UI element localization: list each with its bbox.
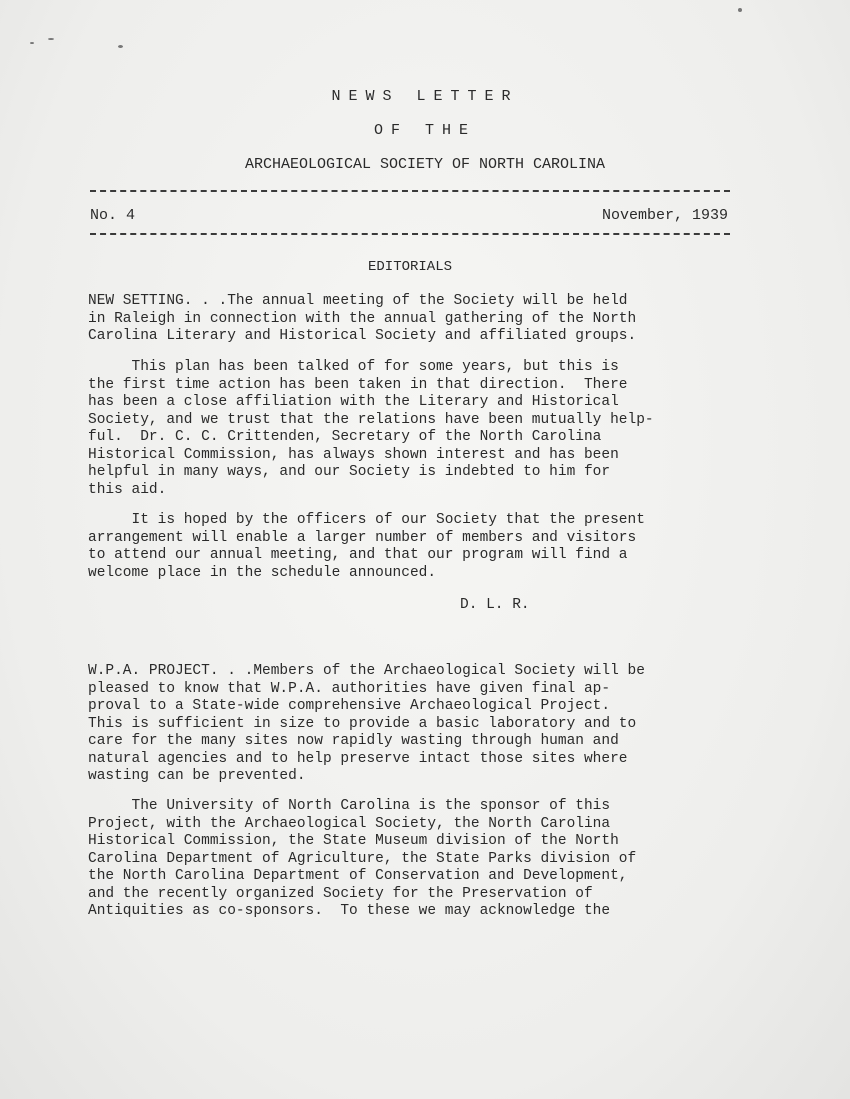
paper-speck — [738, 8, 742, 12]
issue-number: No. 4 — [90, 207, 136, 224]
masthead-society-name: ARCHAEOLOGICAL SOCIETY OF NORTH CAROLINA — [244, 156, 606, 173]
masthead-title: NEWS LETTER — [331, 88, 519, 105]
dashed-rule-bottom — [90, 233, 730, 235]
text-line: has been a close affiliation with the Literary and Historical — [88, 394, 619, 410]
paragraph-hope — [88, 512, 748, 582]
text-line: natural agencies and to help preserve intact those sites where — [88, 750, 628, 767]
paragraph-new-setting — [88, 293, 748, 346]
section-heading: EDITORIALS — [367, 259, 452, 275]
text-line: pleased to know that W.P.A. authorities have given final ap- — [88, 680, 611, 697]
text-line: and the recently organized Society for the Preservation of — [88, 885, 593, 902]
text-line: Project, with the Archaeological Society, the North Carolina — [88, 815, 611, 832]
text-line: This plan has been talked of for some years, but this is — [88, 359, 619, 375]
text-line: care for the many sites now rapidly wasting through human and — [88, 733, 619, 749]
masthead-subtitle: OF THE — [373, 122, 476, 139]
paper-speck — [30, 42, 34, 44]
dashed-rule-top — [90, 190, 730, 192]
text-line: W.P.A. PROJECT. . .Members of the Archaeological Society will be — [88, 663, 645, 679]
text-line: welcome place in the schedule announced. — [88, 564, 437, 581]
text-line: Antiquities as co-sponsors. To these we may acknowledge the — [88, 903, 611, 919]
paragraph-university — [88, 798, 748, 921]
text-line: Carolina Department of Agriculture, the State Parks division of — [88, 850, 637, 867]
issue-date: November, 1939 — [601, 207, 728, 224]
text-line: in Raleigh in connection with the annual gathering of the North — [88, 310, 637, 327]
text-line: This is sufficient in size to provide a basic laboratory and to — [88, 715, 637, 732]
text-line: NEW SETTING. . .The annual meeting of the Society will be held — [88, 293, 628, 309]
text-line: Society, and we trust that the relations have been mutually help- — [88, 411, 654, 428]
text-line: Carolina Literary and Historical Society and affiliated groups. — [88, 328, 637, 344]
text-line: It is hoped by the officers of our Society that the present — [88, 512, 645, 528]
paragraph-plan — [88, 359, 748, 499]
text-line: helpful in many ways, and our Society is indebted to him for — [88, 464, 611, 480]
text-line: the North Carolina Department of Conservation and Development, — [88, 868, 628, 884]
text-line: wasting can be prevented. — [88, 768, 306, 784]
text-line: ful. Dr. C. C. Crittenden, Secretary of the North Carolina — [88, 429, 602, 445]
paper-speck — [48, 38, 54, 40]
paragraph-wpa-project — [88, 663, 748, 786]
text-line: the first time action has been taken in that direction. There — [88, 376, 628, 393]
text-line: to attend our annual meeting, and that our program will find a — [88, 547, 628, 563]
text-line: Historical Commission, has always shown interest and has been — [88, 446, 619, 463]
text-line: Historical Commission, the State Museum division of the North — [88, 833, 619, 849]
paper-speck — [118, 45, 123, 48]
text-line: proval to a State-wide comprehensive Archaeological Project. — [88, 698, 611, 714]
text-line: this aid. — [88, 481, 167, 498]
text-line: arrangement will enable a larger number of members and visitors — [88, 529, 637, 546]
editorial-signature: D. L. R. — [460, 597, 530, 613]
text-line: The University of North Carolina is the sponsor of this — [88, 798, 611, 814]
